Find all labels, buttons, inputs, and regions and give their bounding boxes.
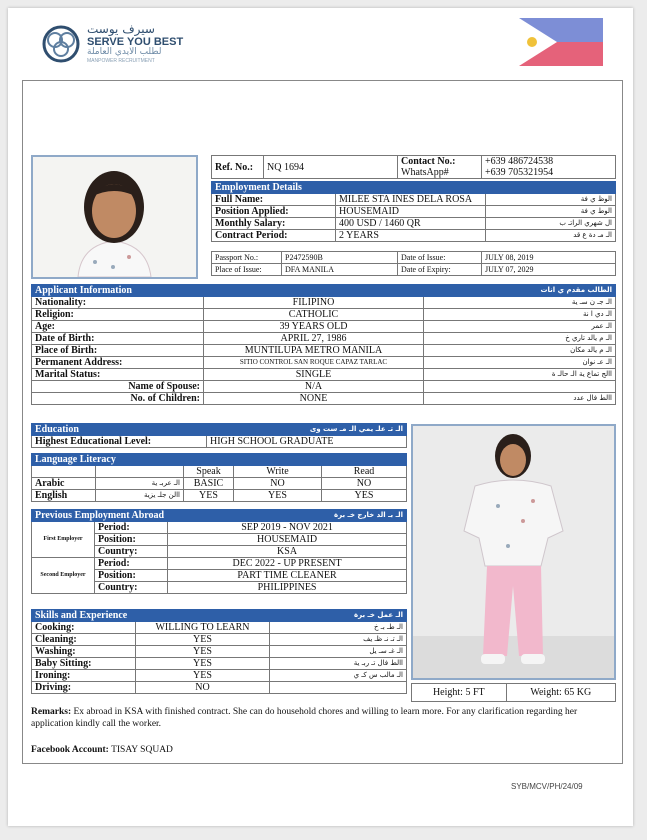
ref-value: NQ 1694 <box>264 156 398 179</box>
second-period-label: Period: <box>95 558 168 570</box>
second-country-value: PHILIPPINES <box>168 582 407 594</box>
arabic-lang-arabic: الـ عربـ ية <box>96 478 184 490</box>
english-lang-label: English <box>32 490 96 502</box>
washing-label: Washing: <box>32 646 136 658</box>
col-write: Write <box>234 466 322 478</box>
applicant-full-body-photo <box>411 424 616 680</box>
babysitting-value: YES <box>136 658 270 670</box>
second-position-label: Position: <box>95 570 168 582</box>
contract-value: 2 YEARS <box>336 230 486 242</box>
passport-value: P2472590B <box>282 252 398 264</box>
cleaning-label: Cleaning: <box>32 634 136 646</box>
ironing-value: YES <box>136 670 270 682</box>
salary-value: 400 USD / 1460 QR <box>336 218 486 230</box>
cooking-value: WILLING TO LEARN <box>136 622 270 634</box>
education-level-label: Highest Educational Level: <box>32 436 207 448</box>
first-position-value: HOUSEMAID <box>168 534 407 546</box>
age-arabic: الـ عمر <box>424 321 616 333</box>
english-read: YES <box>322 490 407 502</box>
facebook-label: Facebook Account: <box>31 745 109 755</box>
religion-arabic: الـ دي ا نة <box>424 309 616 321</box>
salary-arabic: ال شهري الراتـ ب <box>486 218 616 230</box>
arabic-write: NO <box>234 478 322 490</box>
skills-header-arabic: الـ عمل خـ برة <box>270 610 407 622</box>
language-table <box>31 453 407 502</box>
language-header: Language Literacy <box>32 454 407 466</box>
previous-header-arabic: الـ بـ الد خارج خـ برة <box>168 510 407 522</box>
ironing-arabic: الـ مالب س كـ ي <box>270 670 407 682</box>
english-speak: YES <box>184 490 234 502</box>
washing-value: YES <box>136 646 270 658</box>
ref-contact-table <box>211 155 616 179</box>
applicant-header-arabic: الطالب مقدم ي انات <box>424 285 616 297</box>
nationality-value: FILIPINO <box>204 297 424 309</box>
brand-name: SERVE YOU BEST <box>87 36 184 48</box>
applicant-header: Applicant Information <box>32 285 424 297</box>
place-label: Place of Issue: <box>212 264 282 276</box>
spouse-arabic <box>424 381 616 393</box>
physical-table <box>411 683 616 702</box>
arabic-lang-label: Arabic <box>32 478 96 490</box>
children-label: No. of Children: <box>32 393 204 405</box>
pob-label: Place of Birth: <box>32 345 204 357</box>
philippines-flag-icon <box>519 18 603 66</box>
dob-value: APRIL 27, 1986 <box>204 333 424 345</box>
babysitting-label: Baby Sitting: <box>32 658 136 670</box>
application-form <box>22 80 623 764</box>
full-name-value: MILEE STA INES DELA ROSA <box>336 194 486 206</box>
first-country-label: Country: <box>95 546 168 558</box>
applicant-portrait-photo <box>31 155 198 279</box>
brand-tagline: MANPOWER RECRUITMENT <box>87 58 155 64</box>
driving-value: NO <box>136 682 270 694</box>
nationality-label: Nationality: <box>32 297 204 309</box>
driving-label: Driving: <box>32 682 136 694</box>
pob-value: MUNTILUPA METRO MANILA <box>204 345 424 357</box>
col-read: Read <box>322 466 407 478</box>
second-employer-label: Second Employer <box>32 558 95 594</box>
remarks-section <box>31 706 616 764</box>
applicant-info-table <box>31 284 616 405</box>
brand-arabic-tagline: لطلب الايدي العاملة <box>87 47 162 57</box>
col-speak: Speak <box>184 466 234 478</box>
cleaning-arabic: الـ تـ نـ ظـ يف <box>270 634 407 646</box>
first-period-label: Period: <box>95 522 168 534</box>
babysitting-arabic: االط فال تـ ربـ ية <box>270 658 407 670</box>
cooking-label: Cooking: <box>32 622 136 634</box>
marital-label: Marital Status: <box>32 369 204 381</box>
first-position-label: Position: <box>95 534 168 546</box>
employment-header: Employment Details <box>212 182 616 194</box>
second-position-value: PART TIME CLEANER <box>168 570 407 582</box>
contact-labels: Contact No.: WhatsApp# <box>398 156 482 179</box>
religion-value: CATHOLIC <box>204 309 424 321</box>
education-level-value: HIGH SCHOOL GRADUATE <box>207 436 407 448</box>
skills-header: Skills and Experience <box>32 610 270 622</box>
employment-details-table <box>211 181 616 242</box>
position-value: HOUSEMAID <box>336 206 486 218</box>
nationality-arabic: الـ جـ ن سـ ية <box>424 297 616 309</box>
education-table <box>31 423 407 448</box>
ref-label: Ref. No.: <box>212 156 264 179</box>
address-label: Permanent Address: <box>32 357 204 369</box>
company-logo <box>41 22 191 66</box>
weight-value: Weight: 65 KG <box>506 684 615 702</box>
expiry-value: JULY 07, 2029 <box>482 264 616 276</box>
skills-table <box>31 609 407 694</box>
previous-header: Previous Employment Abroad <box>32 510 168 522</box>
religion-label: Religion: <box>32 309 204 321</box>
document-code: SYB/MCV/PH/24/09 <box>511 782 583 791</box>
spouse-value: N/A <box>204 381 424 393</box>
education-header-arabic: الـ تـ علـ يمي الـ مـ ست وى <box>207 424 407 436</box>
children-arabic: االط فال عدد <box>424 393 616 405</box>
contact-numbers: +639 486724538 +639 705321954 <box>482 156 616 179</box>
dob-arabic: الـ م يالد تاري خ <box>424 333 616 345</box>
washing-arabic: الـ غـ سـ يل <box>270 646 407 658</box>
driving-arabic <box>270 682 407 694</box>
arabic-speak: BASIC <box>184 478 234 490</box>
marital-arabic: االج تماع ية الـ حالـ ة <box>424 369 616 381</box>
logo-knot-icon <box>41 24 81 64</box>
ironing-label: Ironing: <box>32 670 136 682</box>
document-page <box>8 8 633 826</box>
address-arabic: الـ عـ نوان <box>424 357 616 369</box>
first-period-value: SEP 2019 - NOV 2021 <box>168 522 407 534</box>
position-label: Position Applied: <box>212 206 336 218</box>
full-name-label: Full Name: <box>212 194 336 206</box>
issue-label: Date of Issue: <box>398 252 482 264</box>
passport-label: Passport No.: <box>212 252 282 264</box>
contract-arabic: الـ مـ دة ع قد <box>486 230 616 242</box>
pob-arabic: الـ م يالد مكان <box>424 345 616 357</box>
position-arabic: الوط ي فة <box>486 206 616 218</box>
expiry-label: Date of Expiry: <box>398 264 482 276</box>
brand-arabic-name: سيرف يوست <box>87 22 155 36</box>
cooking-arabic: الـ طـ بـ خ <box>270 622 407 634</box>
english-lang-arabic: االن جلـ يزية <box>96 490 184 502</box>
second-country-label: Country: <box>95 582 168 594</box>
contract-label: Contract Period: <box>212 230 336 242</box>
passport-table <box>211 251 616 276</box>
cleaning-value: YES <box>136 634 270 646</box>
full-name-arabic: الوظ ي فة <box>486 194 616 206</box>
first-employer-label: First Employer <box>32 522 95 558</box>
height-value: Height: 5 FT <box>412 684 507 702</box>
remarks-label: Remarks: <box>31 707 72 717</box>
remarks-text: Ex abroad in KSA with finished contract. She can do household chores and willing to learn more. For any clarification regarding her application kindly call the worker. <box>31 707 578 729</box>
english-write: YES <box>234 490 322 502</box>
previous-employment-table <box>31 509 407 594</box>
address-value: SITIO CONTROL SAN ROQUE CAPAZ TARLAC <box>204 357 424 369</box>
arabic-read: NO <box>322 478 407 490</box>
first-country-value: KSA <box>168 546 407 558</box>
issue-value: JULY 08, 2019 <box>482 252 616 264</box>
spouse-label: Name of Spouse: <box>32 381 204 393</box>
dob-label: Date of Birth: <box>32 333 204 345</box>
education-header: Education <box>32 424 207 436</box>
salary-label: Monthly Salary: <box>212 218 336 230</box>
second-period-value: DEC 2022 - UP PRESENT <box>168 558 407 570</box>
facebook-value: TISAY SQUAD <box>111 745 173 755</box>
age-value: 39 YEARS OLD <box>204 321 424 333</box>
age-label: Age: <box>32 321 204 333</box>
marital-value: SINGLE <box>204 369 424 381</box>
children-value: NONE <box>204 393 424 405</box>
place-value: DFA MANILA <box>282 264 398 276</box>
